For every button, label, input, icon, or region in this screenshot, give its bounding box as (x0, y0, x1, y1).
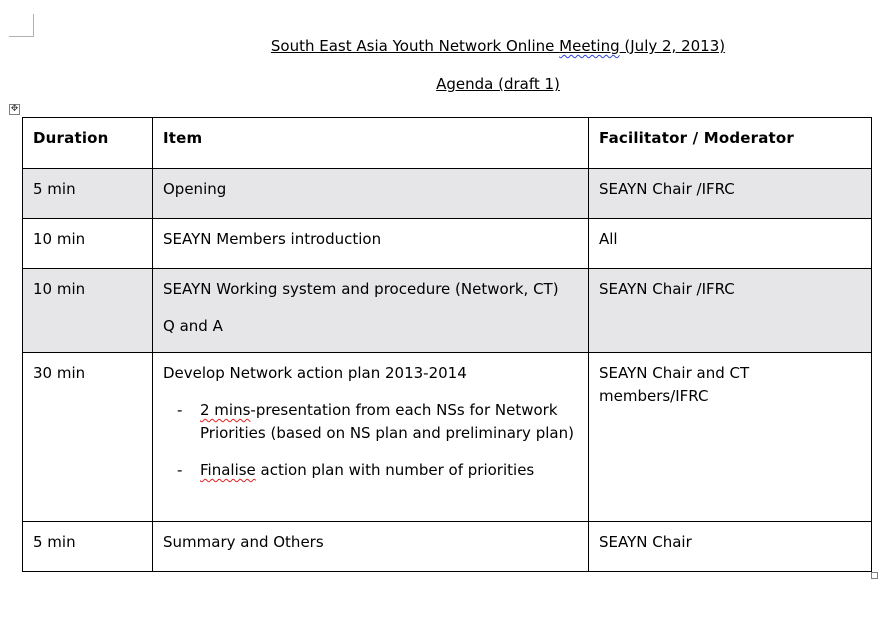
item-bullet-list (163, 399, 578, 482)
document-subtitle: Agenda (draft 1) (436, 75, 560, 93)
header-facilitator: Facilitator / Moderator (589, 118, 872, 169)
duration-cell: 30 min (23, 353, 153, 522)
table-header-row (23, 118, 872, 169)
item-cell: Summary and Others (153, 522, 589, 572)
facilitator-cell: SEAYN Chair /IFRC (589, 269, 872, 353)
table-resize-handle[interactable] (871, 572, 878, 579)
agenda-table (22, 117, 872, 572)
item-cell (153, 353, 589, 522)
item-cell (153, 269, 589, 353)
table-row (23, 269, 872, 353)
document-title (0, 37, 894, 55)
facilitator-cell: SEAYN Chair /IFRC (589, 169, 872, 219)
flagged-word: Finalise (200, 461, 256, 479)
header-item: Item (153, 118, 589, 169)
table-row (23, 522, 872, 572)
duration-cell: 5 min (23, 169, 153, 219)
table-row (23, 169, 872, 219)
item-line: SEAYN Working system and procedure (Network, CT) (163, 280, 559, 298)
duration-cell: 5 min (23, 522, 153, 572)
item-cell: Opening (153, 169, 589, 219)
item-line: Q and A (163, 317, 223, 335)
item-line: Develop Network action plan 2013-2014 (163, 364, 467, 382)
facilitator-cell: SEAYN Chair (589, 522, 872, 572)
list-item (163, 399, 578, 445)
bullet-text: -presentation from each NSs for Network Priorities (based on NS plan and preliminary plan) (200, 401, 574, 442)
header-duration: Duration (23, 118, 153, 169)
bullet-text: action plan with number of priorities (255, 461, 535, 479)
table-row (23, 353, 872, 522)
flagged-word: 2 mins (200, 401, 251, 419)
item-cell: SEAYN Members introduction (153, 219, 589, 269)
title-flagged-word: Meeting (559, 37, 620, 55)
page-corner-marker (9, 14, 34, 37)
duration-cell: 10 min (23, 269, 153, 353)
table-row (23, 219, 872, 269)
facilitator-cell: All (589, 219, 872, 269)
title-prefix: South East Asia Youth Network Online (270, 37, 560, 55)
title-suffix: (July 2, 2013) (619, 37, 726, 55)
list-item (163, 459, 578, 482)
facilitator-cell: SEAYN Chair and CT members/IFRC (589, 353, 872, 522)
duration-cell: 10 min (23, 219, 153, 269)
table-move-icon[interactable]: ✥ (10, 104, 19, 114)
